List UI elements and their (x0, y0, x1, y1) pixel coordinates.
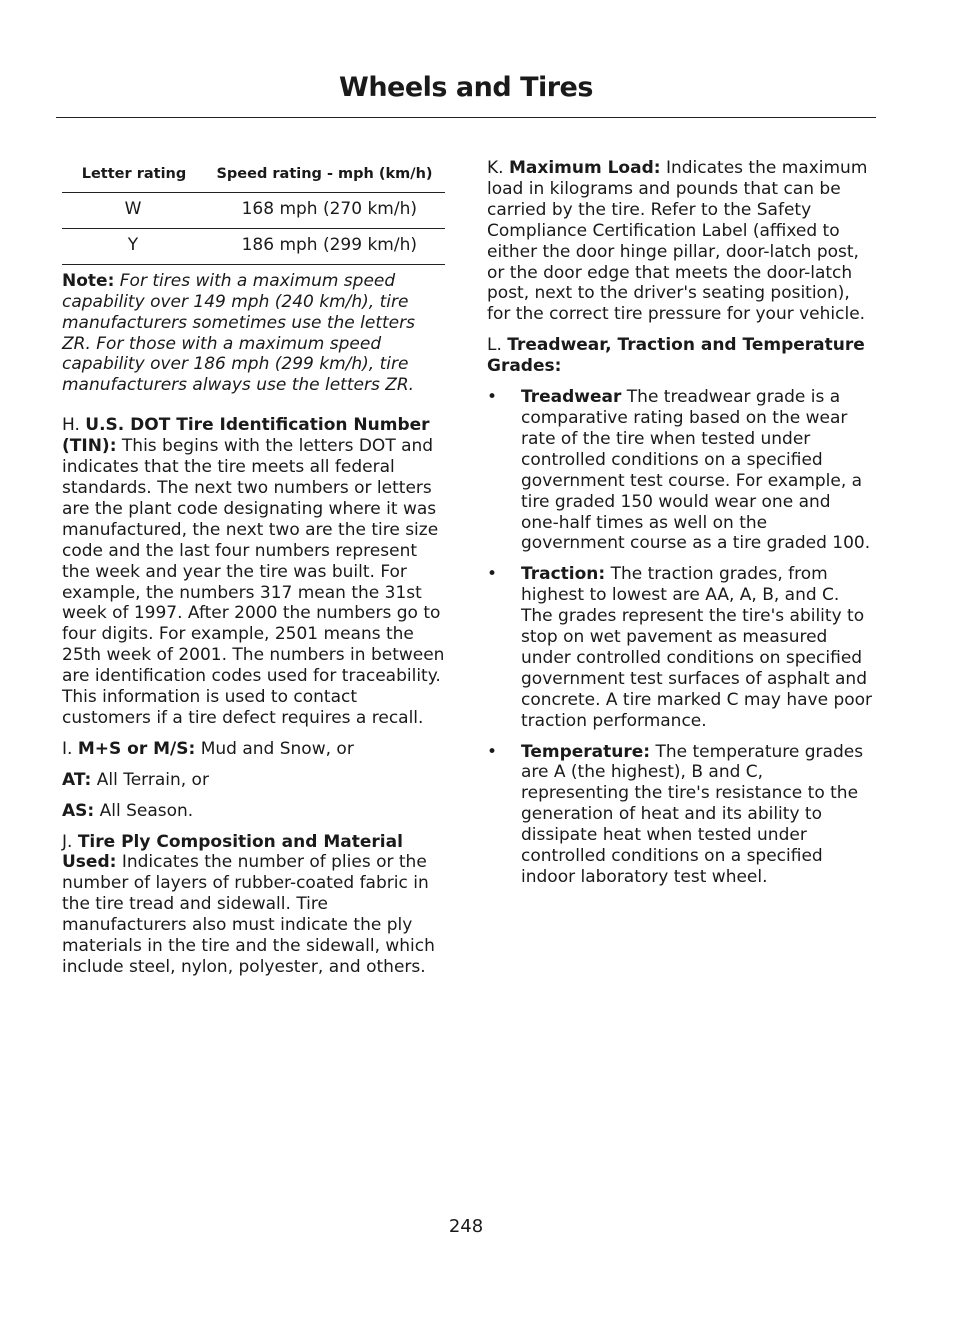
section-k-title: Maximum Load: (508, 158, 661, 178)
note-paragraph (62, 271, 448, 396)
bullet-marker: • (487, 741, 498, 762)
bullet-title: Treadwear (521, 387, 622, 408)
list-item (487, 564, 873, 731)
table-header-row (62, 158, 445, 193)
section-at-title: AT: (62, 769, 92, 790)
section-i-text: Mud and Snow, or (200, 738, 354, 759)
table-row (62, 228, 445, 264)
section-h (62, 415, 448, 729)
table-cell-letter: Y (62, 228, 204, 264)
section-i-title: M+S or M/S: (77, 738, 196, 759)
section-l-title: Treadwear, Traction and Temperature Grades: (487, 335, 865, 377)
table-row (62, 193, 445, 229)
note-text: For tires with a maximum speed capability over 149 mph (240 km/h), tire manufacturers sometimes use the letters ZR. For those with a maximum speed capability over 186 mph (299 km/h), tire manufacturers always use the letters ZR. (62, 270, 415, 396)
section-as (62, 801, 448, 822)
bullet-marker: • (487, 387, 498, 408)
section-k (487, 158, 873, 325)
bullet-title: Temperature: (521, 741, 651, 762)
grades-list (487, 387, 873, 888)
table-header-speed-rating: Speed rating - mph (km/h) (204, 158, 445, 193)
section-as-title: AS: (62, 800, 95, 821)
page-number: 248 (448, 1216, 484, 1237)
section-k-prefix: K. (487, 158, 504, 178)
table-cell-speed: 186 mph (299 km/h) (204, 228, 445, 264)
speed-rating-table (62, 158, 445, 265)
section-j-prefix: J. (62, 831, 73, 852)
section-j-text: Indicates the number of plies or the number of layers of rubber-coated fabric in the tire tread and sidewall. Tire manufacturers also must indicate the ply materials in the tire and the sidewall, which include steel, nylon, polyester, and others. (62, 852, 435, 977)
section-j-title: Tire Ply Composition and Material Used: (62, 831, 403, 873)
section-h-prefix: H. (62, 415, 80, 436)
section-i (62, 739, 448, 760)
bullet-marker: • (487, 564, 498, 585)
section-i-prefix: I. (62, 738, 73, 759)
bullet-text: The temperature grades are A (the highest), B and C, representing the tire's resistance to the generation of heat and its ability to dissipate heat when tested under controlled conditions on a specified indoor laboratory test wheel. (521, 741, 864, 887)
section-l-prefix: L. (487, 335, 502, 356)
bullet-text: The traction grades, from highest to lowest are AA, A, B, and C. The grades represent the tire's ability to stop on wet pavement as measured under controlled conditions on specified government test surfaces of asphalt and concrete. A tire marked C may have poor traction performance. (521, 564, 873, 731)
bullet-text: The treadwear grade is a comparative rating based on the wear rate of the tire when tested under controlled conditions on a specified government test course. For example, a tire graded 150 would wear one and one-half times as well on the government course as a tire graded 100. (521, 387, 871, 554)
section-at-text: All Terrain, or (96, 769, 209, 790)
section-l (487, 335, 873, 377)
left-column (62, 158, 448, 988)
bullet-title: Traction: (521, 564, 606, 585)
section-k-text: Indicates the maximum load in kilograms and pounds that can be carried by the tire. Refer to the Safety Compliance Certification Label (affixed to either the door hinge pillar, door-latch post, or the door edge that meets the door-latch post, next to the driver's seating position), for the correct tire pressure for your vehicle. (487, 158, 868, 325)
table-cell-letter: W (62, 193, 204, 229)
section-h-title: U.S. DOT Tire Identification Number (TIN): (62, 415, 430, 457)
right-column (487, 158, 873, 898)
section-at (62, 770, 448, 791)
section-as-text: All Season. (99, 800, 194, 821)
section-j (62, 832, 448, 978)
section-h-text: This begins with the letters DOT and indicates that the tire meets all federal standards. The next two numbers or letters are the plant code designating where it was manufactured, the next two are the tire size code and the last four numbers represent the week and year the tire was built. For example, the numbers 317 mean the 31st week of 1997. After 2000 the numbers go to four digits. For example, 2501 means the 25th week of 2001. The numbers in between are identification codes used for traceability. This information is used to contact customers if a tire defect requires a recall. (62, 436, 445, 728)
note-label: Note: (62, 270, 115, 291)
table-header-letter-rating: Letter rating (62, 158, 204, 193)
header-divider (56, 117, 876, 118)
list-item (487, 387, 873, 554)
list-item (487, 742, 873, 888)
table-cell-speed: 168 mph (270 km/h) (204, 193, 445, 229)
page-title: Wheels and Tires (339, 72, 593, 103)
